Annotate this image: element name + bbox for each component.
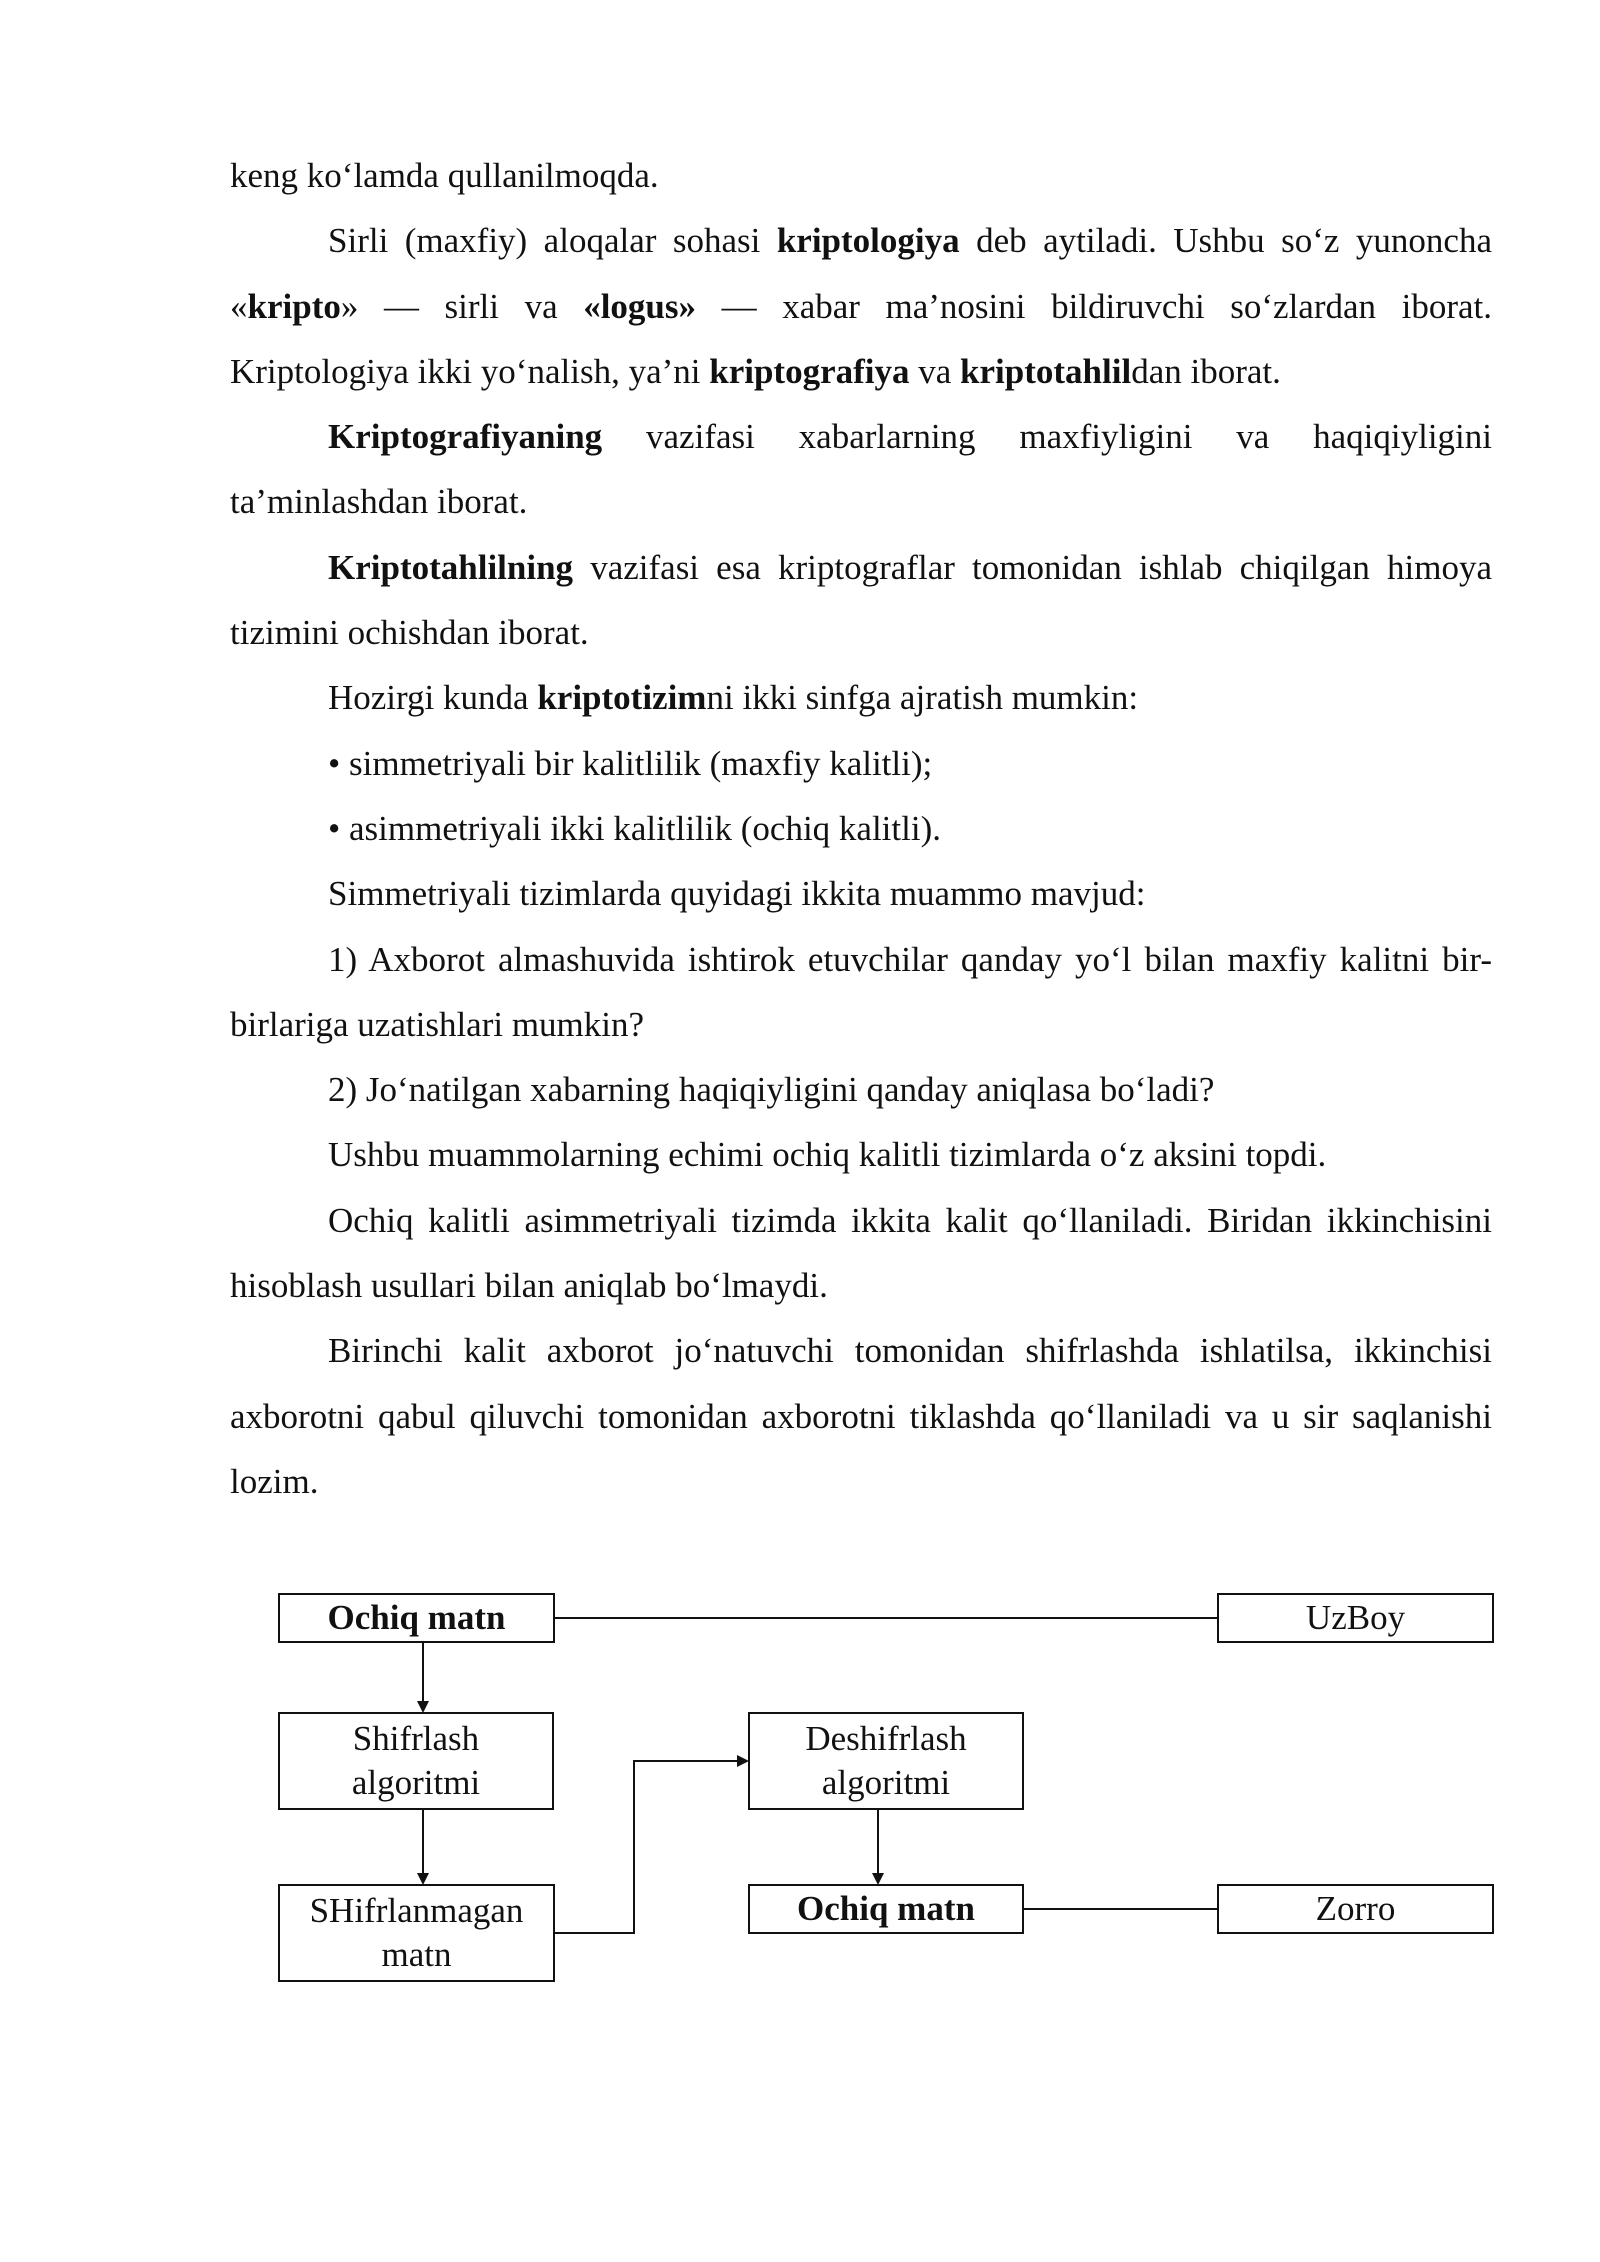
bold-term: kriptologiya xyxy=(776,221,960,261)
bold-term: Kriptotahlilning xyxy=(328,547,574,587)
text-run: vazifasi esa kriptograflar tomonidan ishlab chiqilgan himoya tizimini ochishdan iborat. xyxy=(230,547,1492,653)
sender-box xyxy=(1217,1593,1494,1643)
decryption-label-line1: Deshifrlash xyxy=(805,1719,967,1758)
encryption-label-line2: algoritmi xyxy=(351,1763,481,1802)
text-run: • simmetriyali bir kalitlilik (maxfiy kalitli); xyxy=(328,743,933,783)
bold-term: kriptotahlil xyxy=(960,351,1132,391)
text-run: 2) Jo‘natilgan xabarning haqiqiyligini qanday aniqlasa bo‘ladi? xyxy=(328,1070,1215,1110)
text-run: Simmetriyali tizimlarda quyidagi ikkita muammo mavjud: xyxy=(328,874,1146,914)
decryption-label xyxy=(805,1717,966,1805)
text-run: vazifasi xabarlarning maxfiyligini va haqiqiyligini ta’minlashdan iborat. xyxy=(230,417,1492,522)
text-run: Ochiq kalitli asimmetriyali tizimda ikkita kalit qo‘llaniladi. Biridan ikkinchisini hisoblash usullari bilan aniqlab bo‘lmaydi. xyxy=(230,1200,1492,1306)
bold-term: Kriptografiyaning xyxy=(328,417,603,457)
open-text-top-label: Ochiq matn xyxy=(327,1598,506,1637)
text-run: 1) Axborot almashuvida ishtirok etuvchilar qanday yo‘l bilan maxfiy kalitni bir-birlariga uzatishlari mumkin? xyxy=(230,939,1492,1044)
decryption-algorithm-box xyxy=(748,1712,1024,1810)
open-text-box-top xyxy=(278,1593,555,1643)
bold-term: «logus» xyxy=(583,286,697,326)
arrow-cipher-to-decrypt xyxy=(555,1761,747,1933)
sender-label: UzBoy xyxy=(1305,1598,1406,1637)
encryption-algorithm-box xyxy=(278,1712,554,1810)
receiver-box xyxy=(1217,1884,1494,1934)
text-run: deb aytiladi. Ushbu so‘z yunoncha « xyxy=(230,221,1492,326)
text-run: • asimmetriyali ikki kalitlilik (ochiq kalitli). xyxy=(328,808,941,848)
open-text-bottom-label: Ochiq matn xyxy=(797,1889,975,1928)
text-run: — xabar ma’nosini bildiruvchi so‘zlardan iborat. Kriptologiya ikki yo‘nalish, ya’ni xyxy=(230,286,1492,391)
bold-term: kriptotizim xyxy=(537,678,707,718)
text-run: Ushbu muammolarning echimi ochiq kalitli tizimlarda o‘z aksini topdi. xyxy=(328,1135,1327,1175)
ciphertext-label-line2: matn xyxy=(381,1935,452,1974)
ciphertext-box xyxy=(278,1884,555,1982)
text-run: Sirli (maxfiy) aloqalar sohasi xyxy=(328,221,777,261)
bold-term: kripto xyxy=(247,286,341,326)
text-run: va xyxy=(909,351,961,391)
text-run: Birinchi kalit axborot jo‘natuvchi tomonidan shifrlashda ishlatilsa, ikkinchisi axborotni qabul qiluvchi tomonidan axborotni tiklashda qo‘llaniladi va u sir saqlanishi lozim. xyxy=(230,1331,1492,1501)
receiver-label: Zorro xyxy=(1315,1889,1396,1928)
text-run: » — sirli va xyxy=(340,286,584,326)
ciphertext-label xyxy=(310,1889,524,1977)
encryption-label xyxy=(352,1717,480,1805)
text-run: ni ikki sinfga ajratish mumkin: xyxy=(706,678,1139,718)
text-run: dan iborat. xyxy=(1131,351,1281,391)
bold-term: kriptografiya xyxy=(709,351,910,391)
text-run: keng ko‘lamda qullanilmoqda. xyxy=(230,156,659,195)
decryption-label-line2: algoritmi xyxy=(821,1763,951,1802)
encryption-label-line1: Shifrlash xyxy=(352,1719,480,1758)
ciphertext-label-line1: SHifrlanmagan xyxy=(309,1891,524,1930)
open-text-box-bottom xyxy=(748,1884,1024,1934)
text-run: Hozirgi kunda xyxy=(328,678,538,718)
